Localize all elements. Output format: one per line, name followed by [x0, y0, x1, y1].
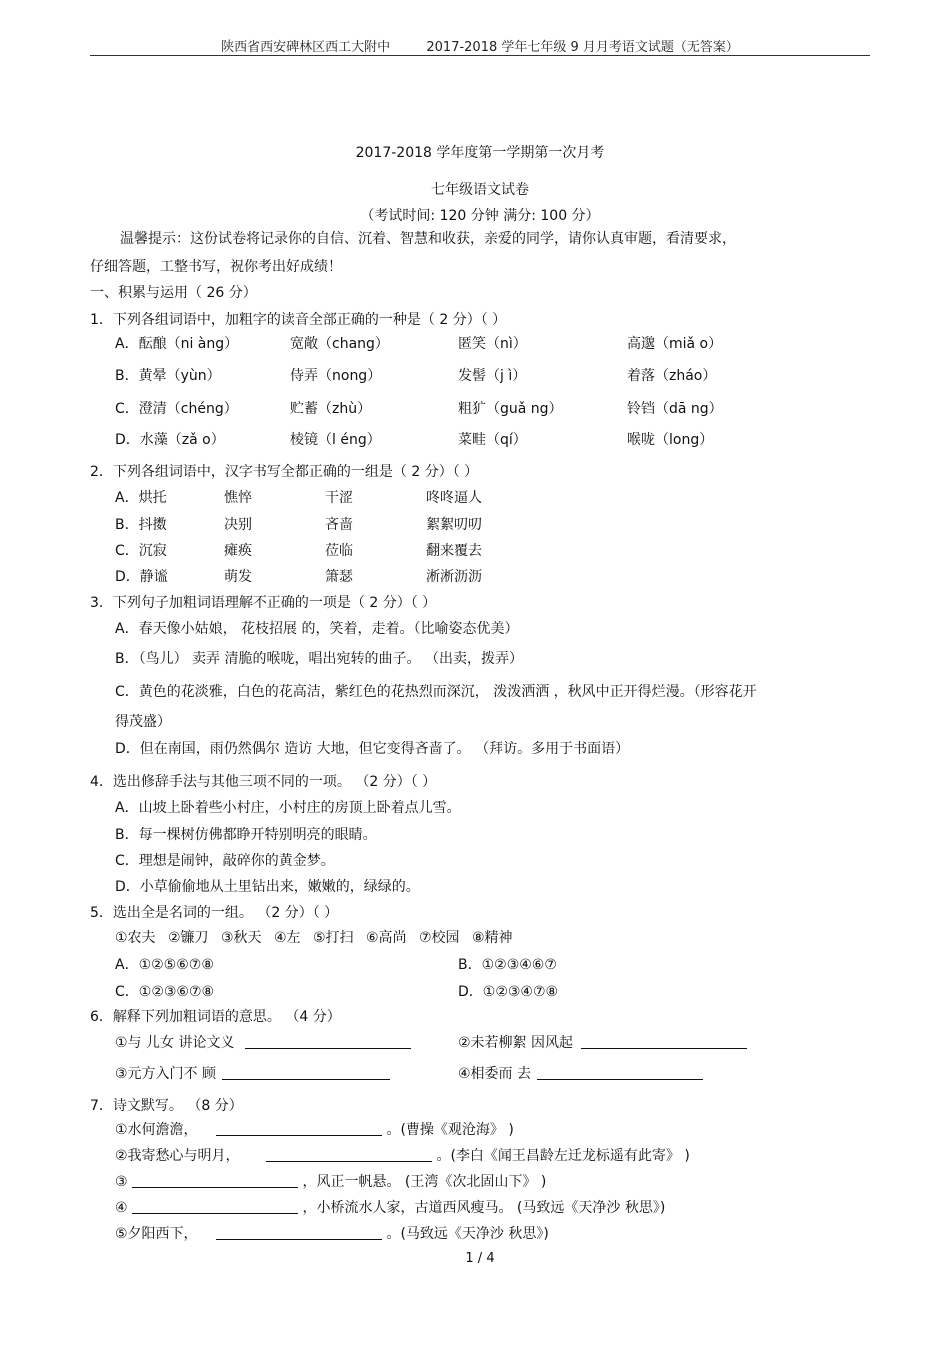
q7-blank-1[interactable]	[216, 1121, 382, 1136]
q4-option-d: D．小草偷偷地从土里钻出来，嫩嫩的，绿绿的。	[115, 879, 420, 895]
q6-item-3-text: ③元方入门不 顾	[115, 1066, 217, 1082]
q1-option-c-4: 铃铛（dā ng）	[627, 401, 723, 417]
q3-option-a: A．春天像小姑娘， 花枝招展 的，笑着，走着。（比喻姿态优美）	[115, 621, 519, 637]
q7-line-1-lead: ①水何澹澹，	[115, 1122, 198, 1138]
q2-option-b-1: B．抖擞	[115, 517, 167, 533]
q7-blank-3[interactable]	[132, 1173, 298, 1188]
q2-option-b-4: 絮絮叨叨	[426, 517, 482, 533]
q5-option-d: D．①②③④⑦⑧	[458, 984, 559, 1000]
q7-line-5-tail: 。(马致远《天净沙 秋思》)	[386, 1226, 549, 1242]
section-heading: 一、积累与运用（ 26 分）	[90, 285, 257, 301]
q6-item-3	[115, 1065, 390, 1083]
q1-option-b-3: 发髻（j ì）	[458, 368, 527, 384]
q4-option-b: B．每一棵树仿佛都睁开特别明亮的眼睛。	[115, 827, 377, 843]
q5-option-c: C．①②③⑥⑦⑧	[115, 984, 215, 1000]
q2-option-d-3: 箫瑟	[325, 569, 353, 585]
q2-option-d-1: D．静谧	[115, 569, 168, 585]
q2-option-a-3: 干涩	[325, 490, 353, 506]
q1-option-b-1: B．黄晕（yùn）	[115, 368, 221, 384]
q6-answer-blank-4[interactable]	[537, 1065, 703, 1080]
q2-option-b-2: 决别	[224, 517, 252, 533]
header-rule	[90, 55, 870, 56]
q7-line-3	[115, 1173, 546, 1191]
q7-blank-4[interactable]	[132, 1199, 298, 1214]
q2-option-a-4: 咚咚逼人	[426, 490, 482, 506]
page-number: 1 / 4	[465, 1251, 495, 1266]
q7-line-3-lead: ③	[115, 1174, 128, 1190]
q3-stem: 3．下列句子加粗词语理解不正确的一项是（ 2 分）（ ）	[90, 595, 437, 611]
q6-answer-blank-3[interactable]	[222, 1065, 390, 1080]
q1-option-b-4: 着落（zháo）	[627, 368, 717, 384]
intro-line-2: 仔细答题，工整书写，祝你考出好成绩！	[90, 259, 342, 275]
q7-stem: 7．诗文默写。 （8 分）	[90, 1098, 243, 1114]
q7-line-2-lead: ②我寄愁心与明月，	[115, 1148, 240, 1164]
q2-option-a-1: A．烘托	[115, 490, 167, 506]
q1-option-a-3: 匿笑（nì）	[458, 336, 527, 352]
q6-item-2-text: ②未若柳絮 因风起	[458, 1035, 574, 1051]
q7-line-1	[115, 1121, 514, 1139]
q3-option-c: C．黄色的花淡雅，白色的花高洁，紫红色的花热烈而深沉， 泼泼洒洒 ，秋风中正开得烂漫。（形容花开	[115, 684, 757, 700]
q2-option-c-2: 瘫痪	[224, 543, 252, 559]
q2-option-d-2: 萌发	[224, 569, 252, 585]
q1-option-d-4: 喉咙（long）	[627, 432, 714, 448]
q7-line-2-tail: 。(李白《闻王昌龄左迁龙标遥有此寄》 )	[436, 1148, 690, 1164]
header-exam: 2017-2018 学年七年级 9 月月考语文试题（无答案）	[426, 40, 739, 55]
q2-option-c-4: 翻来覆去	[426, 543, 482, 559]
q1-option-a-1: A．酝酿（ni àng）	[115, 336, 239, 352]
q7-line-4-tail: ，小桥流水人家，古道西风瘦马。 (马致远《天净沙 秋思》)	[302, 1200, 666, 1216]
exam-info: （考试时间: 120 分钟 满分: 100 分）	[360, 208, 600, 224]
exam-subtitle: 七年级语文试卷	[431, 182, 529, 198]
q6-item-2	[458, 1034, 747, 1052]
q4-stem: 4．选出修辞手法与其他三项不同的一项。 （2 分）（ ）	[90, 774, 437, 790]
q4-option-a: A．山坡上卧着些小村庄，小村庄的房顶上卧着点儿雪。	[115, 800, 461, 816]
q7-blank-2[interactable]	[266, 1147, 432, 1162]
q7-blank-5[interactable]	[216, 1225, 382, 1240]
exam-title: 2017-2018 学年度第一学期第一次月考	[355, 145, 605, 161]
q3-option-b: B．（鸟儿） 卖弄 清脆的喉咙，唱出宛转的曲子。 （出卖，拨弄）	[115, 651, 523, 667]
q1-option-a-2: 宽敞（chang）	[290, 336, 389, 352]
q5-option-a: A．①②⑤⑥⑦⑧	[115, 957, 214, 973]
q3-option-c-cont: 得茂盛）	[115, 714, 171, 730]
q1-option-d-3: 菜畦（qí）	[458, 432, 527, 448]
q5-option-b: B．①②③④⑥⑦	[458, 957, 557, 973]
q7-line-3-tail: ，风正一帆悬。 (王湾《次北固山下》 )	[302, 1174, 547, 1190]
q6-item-4-text: ④相委而 去	[458, 1066, 532, 1082]
q5-stem: 5．选出全是名词的一组。 （2 分）（ ）	[90, 905, 339, 921]
q1-option-c-3: 粗犷（guǎ ng）	[458, 401, 563, 417]
q2-option-a-2: 憔悴	[224, 490, 252, 506]
q6-item-1-text: ①与 儿女 讲论文义	[115, 1035, 235, 1051]
intro-line-1: 温馨提示：这份试卷将记录你的自信、沉着、智慧和收获，亲爱的同学，请你认真审题，看清要求，	[120, 231, 736, 247]
q2-option-c-1: C．沉寂	[115, 543, 167, 559]
q7-line-2	[115, 1147, 690, 1165]
q7-line-4-lead: ④	[115, 1200, 128, 1216]
q7-line-5	[115, 1225, 549, 1243]
q6-answer-blank-1[interactable]	[245, 1034, 411, 1049]
q6-item-1	[115, 1034, 411, 1052]
q5-words: ①农夫 ②镰刀 ③秋天 ④左 ⑤打扫 ⑥高尚 ⑦校园 ⑧精神	[115, 930, 513, 946]
header-school: 陕西省西安碑林区西工大附中	[221, 40, 391, 55]
q2-stem: 2．下列各组词语中，汉字书写全都正确的一组是（ 2 分）（ ）	[90, 464, 479, 480]
q1-stem: 1．下列各组词语中，加粗字的读音全部正确的一种是（ 2 分）（ ）	[90, 312, 507, 328]
q1-option-c-1: C．澄清（chéng）	[115, 401, 238, 417]
q2-option-d-4: 淅淅沥沥	[426, 569, 482, 585]
q7-line-1-tail: 。(曹操《观沧海》 )	[386, 1122, 514, 1138]
page-header	[90, 36, 870, 55]
q7-line-4	[115, 1199, 665, 1217]
q1-option-c-2: 贮蓄（zhù）	[290, 401, 372, 417]
q3-option-d: D．但在南国，雨仍然偶尔 造访 大地，但它变得吝啬了。 （拜访。多用于书面语）	[115, 741, 630, 757]
q7-line-5-lead: ⑤夕阳西下，	[115, 1226, 198, 1242]
q1-option-d-2: 棱镜（l éng）	[290, 432, 381, 448]
q6-stem: 6．解释下列加粗词语的意思。 （4 分）	[90, 1009, 341, 1025]
q2-option-b-3: 吝啬	[325, 517, 353, 533]
q6-answer-blank-2[interactable]	[581, 1034, 747, 1049]
q1-option-a-4: 高邈（miǎ o）	[627, 336, 723, 352]
q6-item-4	[458, 1065, 703, 1083]
q2-option-c-3: 莅临	[325, 543, 353, 559]
q4-option-c: C．理想是闹钟，敲碎你的黄金梦。	[115, 853, 335, 869]
q1-option-b-2: 侍弄（nong）	[290, 368, 382, 384]
q1-option-d-1: D．水藻（zǎ o）	[115, 432, 225, 448]
